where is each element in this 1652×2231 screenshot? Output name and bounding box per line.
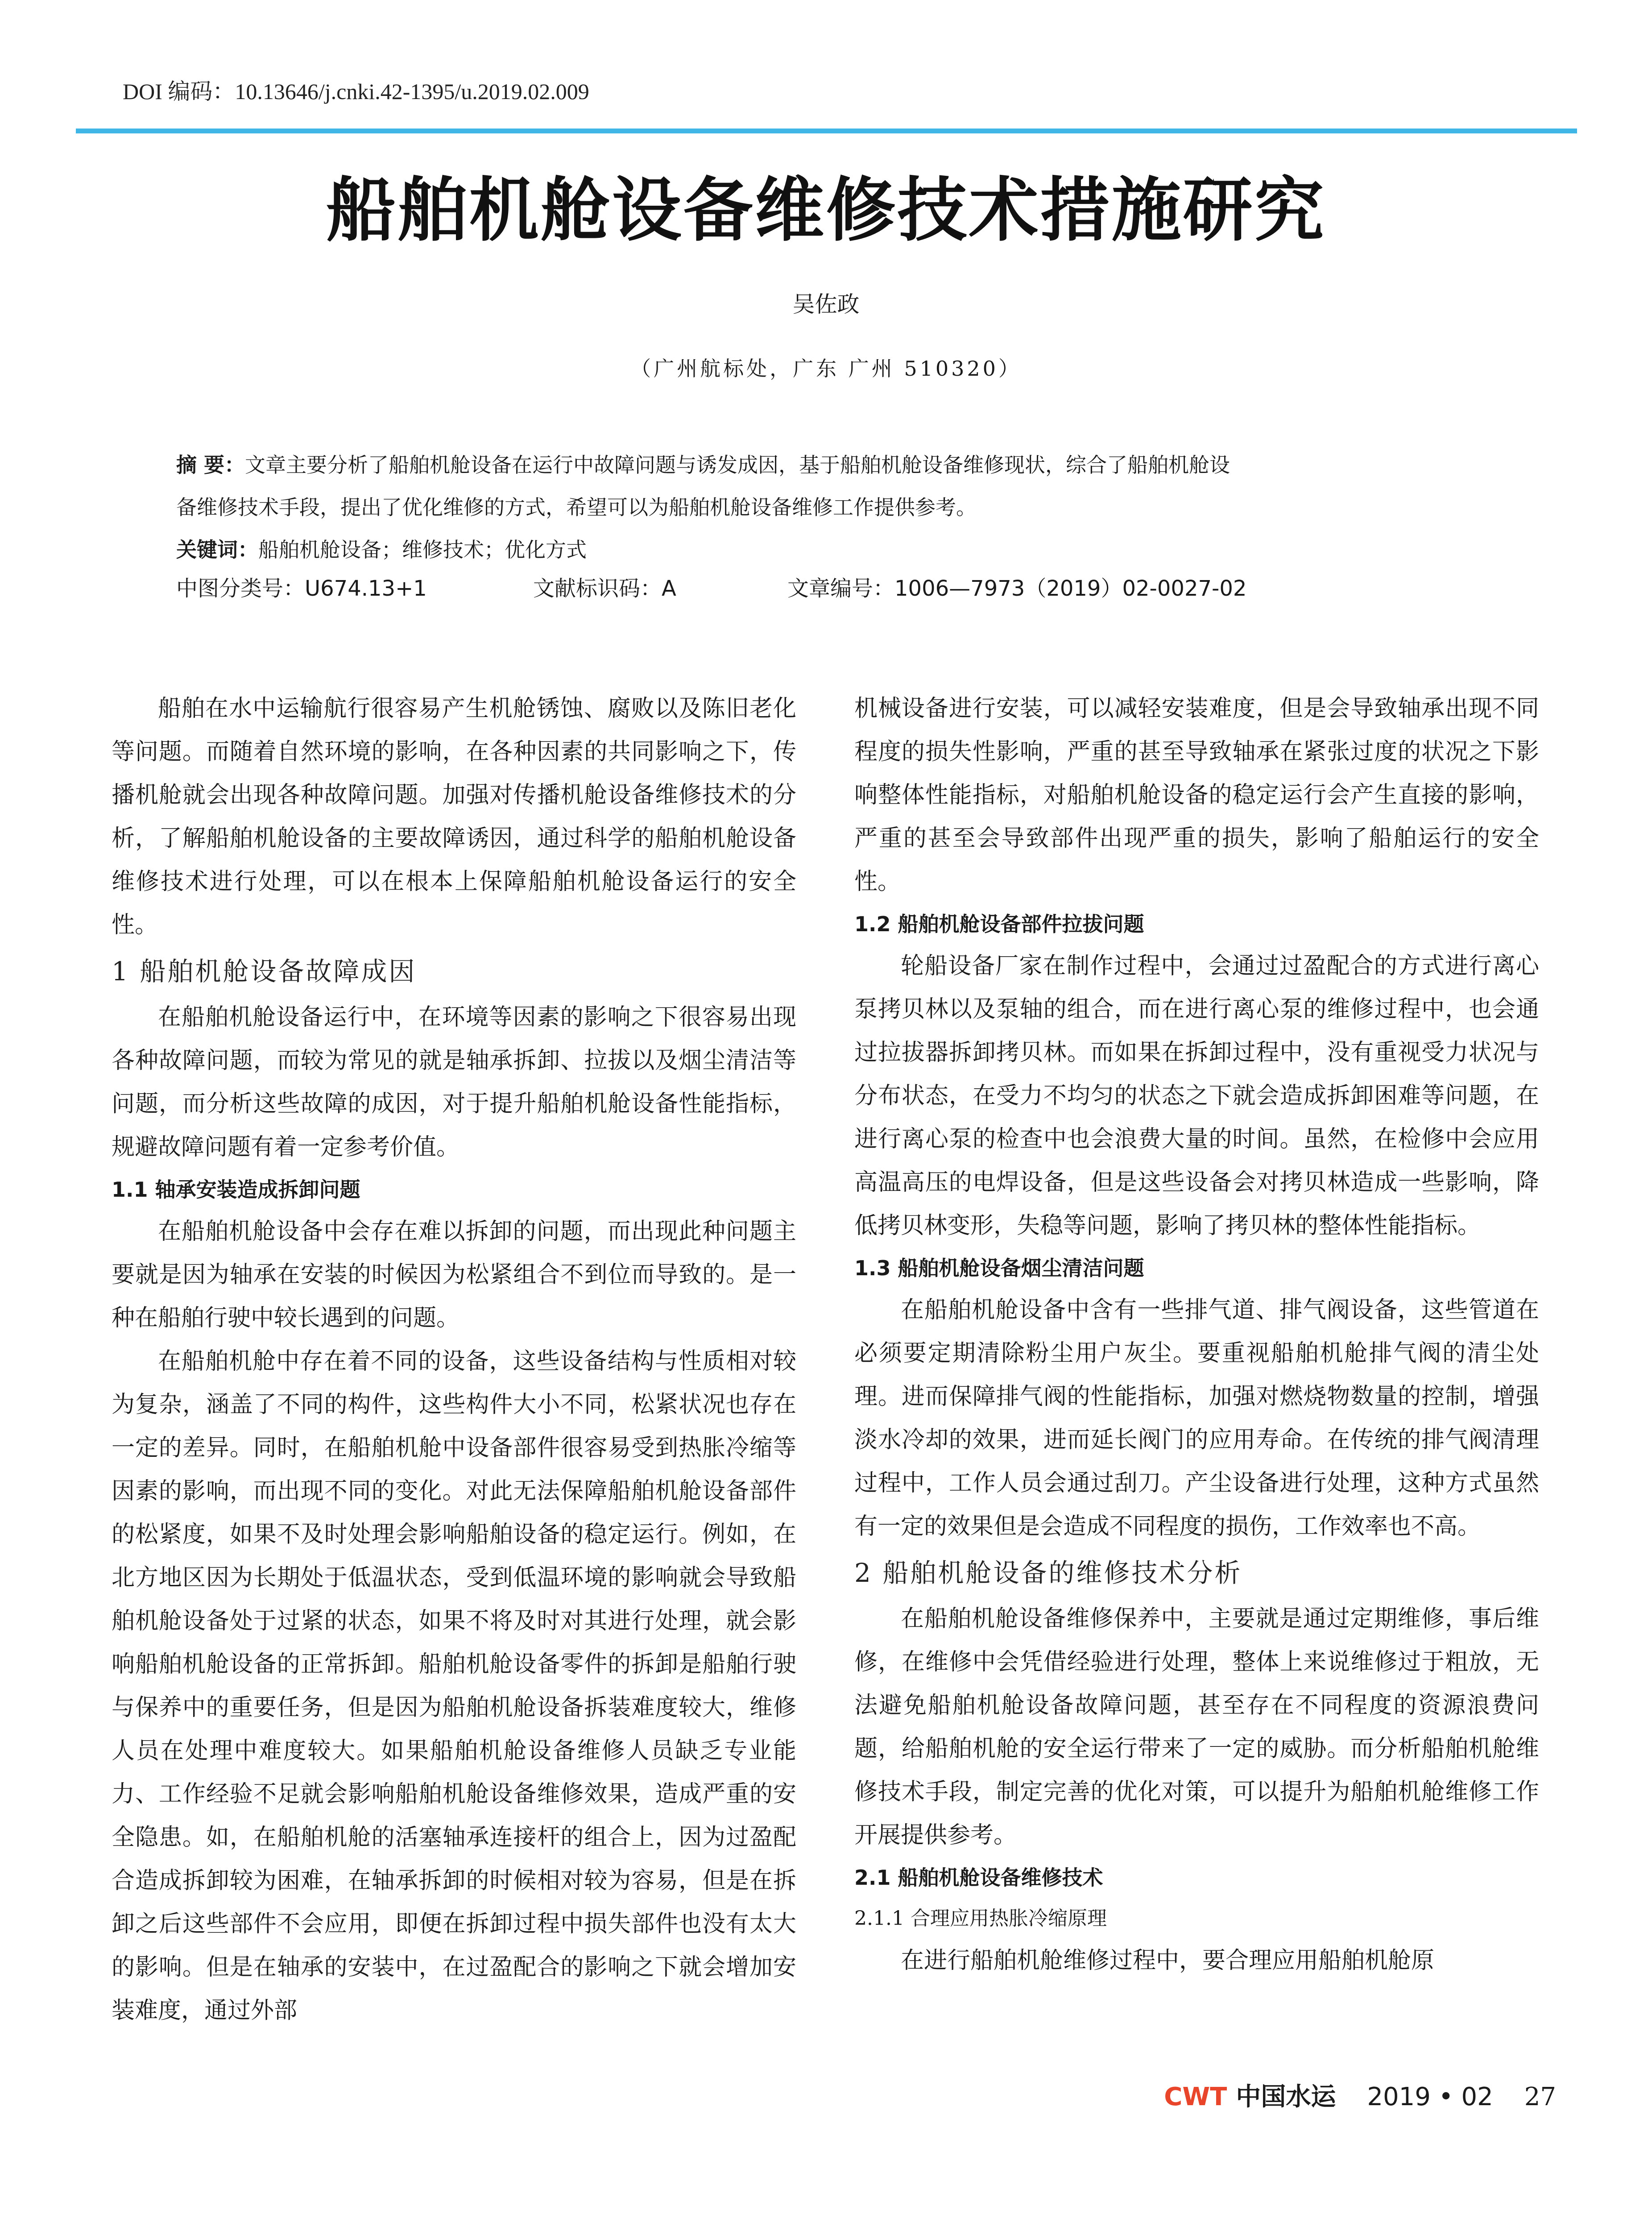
article-number: 文章编号：1006—7973（2019）02-0027-02: [787, 576, 1247, 601]
abstract-text-1: 文章主要分析了船舶机舱设备在运行中故障问题与诱发成因，基于船舶机舱设备维修现状，综合了船舶机舱设: [245, 453, 1230, 477]
keywords-line: [176, 529, 1483, 571]
header-rule: [76, 129, 1577, 133]
section-2-paragraph: 在船舶机舱设备维修保养中，主要就是通过定期维修，事后维修，在维修中会凭借经验进行处理，整体上来说维修过于粗放，无法避免船舶机舱设备故障问题，甚至存在不同程度的资源浪费问题，给船舶机舱的安全运行带来了一定的威胁。而分析船舶机舱维修技术手段，制定完善的优化对策，可以提升为船舶机舱维修工作开展提供参考。: [854, 1605, 1539, 1849]
document-code: 文献标识码：A: [533, 576, 676, 601]
abstract-line-1: [176, 444, 1483, 486]
page-number: 27: [1524, 2082, 1556, 2111]
abstract-block: [176, 444, 1483, 571]
section-1-1-continued: 机械设备进行安装，可以减轻安装难度，但是会导致轴承出现不同程度的损失性影响，严重的甚至导致轴承在紧张过度的状况之下影响整体性能指标，对船舶机舱设备的稳定运行会产生直接的影响，严重的甚至会导致部件出现严重的损失，影响了船舶运行的安全性。: [854, 695, 1539, 895]
journal-name: 中国水运: [1236, 2082, 1336, 2111]
page-footer: [1164, 2077, 1556, 2113]
doi-line: DOI 编码：10.13646/j.cnki.42-1395/u.2019.02.009: [123, 79, 589, 104]
section-1-1-heading: 1.1 轴承安装造成拆卸问题: [112, 1178, 360, 1202]
issue-number: 2019 • 02: [1367, 2082, 1493, 2111]
section-2-1-heading: 2.1 船舶机舱设备维修技术: [854, 1866, 1103, 1890]
paper-title: 船舶机舱设备维修技术措施研究: [326, 170, 1326, 251]
section-1-3-paragraph: 在船舶机舱设备中含有一些排气道、排气阀设备，这些管道在必须要定期清除粉尘用户灰尘。要重视船舶机舱排气阀的清尘处理。进而保障排气阀的性能指标，加强对燃烧物数量的控制，增强淡水冷却的效果，进而延长阀门的应用寿命。在传统的排气阀清理过程中，工作人员会通过刮刀。产尘设备进行处理，这种方式虽然有一定的效果但是会造成不同程度的损伤，工作效率也不高。: [854, 1297, 1539, 1540]
section-1-3-heading: 1.3 船舶机舱设备烟尘清洁问题: [854, 1256, 1144, 1280]
section-2-1-1-paragraph: 在进行船舶机舱维修过程中，要合理应用船舶机舱原: [901, 1947, 1435, 1974]
section-1-1-paragraph-2: 在船舶机舱中存在着不同的设备，这些设备结构与性质相对较为复杂，涵盖了不同的构件，这些构件大小不同，松紧状况也存在一定的差异。同时，在船舶机舱中设备部件很容易受到热胀冷缩等因素的影响，而出现不同的变化。对此无法保障船舶机舱设备部件的松紧度，如果不及时处理会影响船舶设备的稳定运行。例如，在北方地区因为长期处于低温状态，受到低温环境的影响就会导致船舶机舱设备处于过紧的状态，如果不将及时对其进行处理，就会影响船舶机舱设备的正常拆卸。船舶机舱设备零件的拆卸是船舶行驶与保养中的重要任务，但是因为船舶机舱设备拆装难度较大，维修人员在处理中难度较大。如果船舶机舱设备维修人员缺乏专业能力、工作经验不足就会影响船舶机舱设备维修效果，造成严重的安全隐患。如，在船舶机舱的活塞轴承连接杆的组合上，因为过盈配合造成拆卸较为困难，在轴承拆卸的时候相对较为容易，但是在拆卸之后这些部件不会应用，即便在拆卸过程中损失部件也没有太大的影响。但是在轴承的安装中，在过盈配合的影响之下就会增加安装难度，通过外部: [112, 1348, 796, 2024]
section-1-2-heading: 1.2 船舶机舱设备部件拉拔问题: [854, 912, 1144, 936]
keywords-text: 船舶机舱设备；维修技术；优化方式: [258, 538, 587, 562]
right-column: [854, 687, 1539, 1982]
clc-number: 中图分类号：U674.13+1: [176, 576, 427, 601]
abstract-text-2: 备维修技术手段，提出了优化维修的方式，希望可以为船舶机舱设备维修工作提供参考。: [176, 495, 977, 519]
section-1-paragraph: 在船舶机舱设备运行中，在环境等因素的影响之下很容易出现各种故障问题，而较为常见的就是轴承拆卸、拉拔以及烟尘清洁等问题，而分析这些故障的成因，对于提升船舶机舱设备性能指标，规避故障问题有着一定参考价值。: [112, 1004, 796, 1161]
intro-paragraph: 船舶在水中运输航行很容易产生机舱锈蚀、腐败以及陈旧老化等问题。而随着自然环境的影响，在各种因素的共同影响之下，传播机舱就会出现各种故障问题。加强对传播机舱设备维修技术的分析，了解船舶机舱设备的主要故障诱因，通过科学的船舶机舱设备维修技术进行处理，可以在根本上保障船舶机舱设备运行的安全性。: [112, 695, 796, 938]
abstract-label: 摘 要：: [176, 453, 245, 477]
section-2-1-1-heading: 2.1.1 合理应用热胀冷缩原理: [854, 1907, 1107, 1930]
affiliation: （广州航标处，广东 广州 510320）: [630, 357, 1022, 381]
keywords-label: 关键词：: [176, 538, 258, 562]
author-name: 吴佐政: [792, 291, 860, 317]
section-1-2-paragraph: 轮船设备厂家在制作过程中，会通过过盈配合的方式进行离心泵拷贝林以及泵轴的组合，而在进行离心泵的维修过程中，也会通过拉拔器拆卸拷贝林。而如果在拆卸过程中，没有重视受力状况与分布状态，在受力不均匀的状态之下就会造成拆卸困难等问题，在进行离心泵的检查中也会浪费大量的时间。虽然，在检修中会应用高温高压的电焊设备，但是这些设备会对拷贝林造成一些影响，降低拷贝林变形，失稳等问题，影响了拷贝林的整体性能指标。: [854, 953, 1539, 1239]
left-column: [112, 687, 796, 2032]
section-2-heading: 2 船舶机舱设备的维修技术分析: [854, 1558, 1242, 1588]
section-1-1-paragraph-1: 在船舶机舱设备中会存在难以拆卸的问题，而出现此种问题主要就是因为轴承在安装的时候因为松紧组合不到位而导致的。是一种在船舶行驶中较长遇到的问题。: [112, 1218, 796, 1331]
journal-brand: CWT: [1164, 2082, 1227, 2111]
section-1-heading: 1 船舶机舱设备故障成因: [112, 956, 417, 987]
